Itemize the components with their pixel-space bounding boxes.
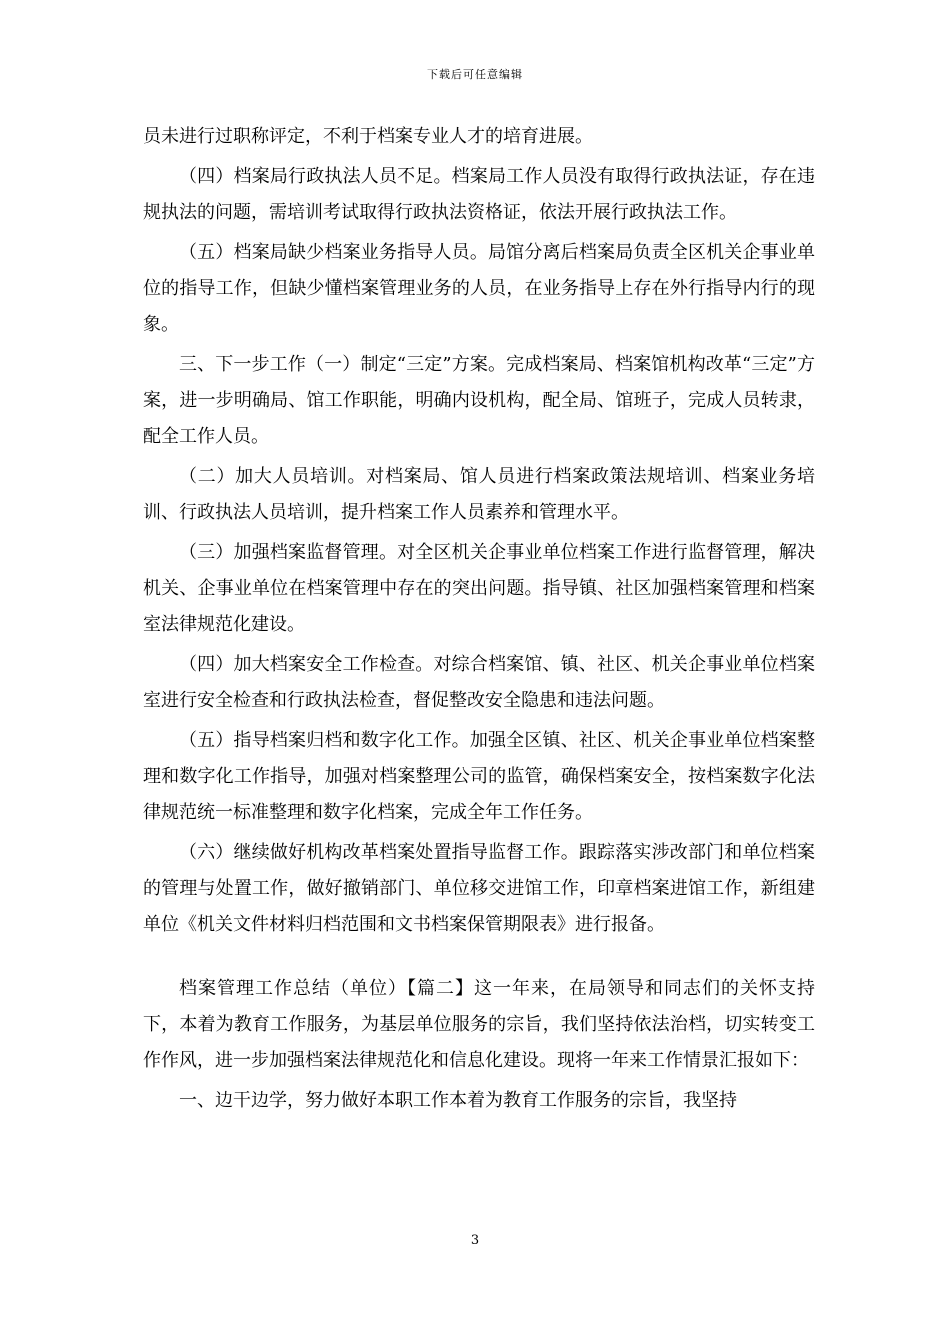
page-header: 下载后可任意编辑 bbox=[427, 68, 523, 81]
paragraph: （六）继续做好机构改革档案处置指导监督工作。跟踪落实涉改部门和单位档案的管理与处置工作，做好撤销部门、单位移交进馆工作，印章档案进馆工作，新组建单位《机关文件材料归档范围和文书档案保管期限表》进行报备。 bbox=[143, 842, 815, 935]
paragraph: 档案管理工作总结（单位）【篇二】这一年来，在局领导和同志们的关怀支持下，本着为教育工作服务，为基层单位服务的宗旨，我们坚持依法治档，切实转变工作作风，进一步加强档案法律规范化和信息化建设。现将一年来工作情景汇报如下： bbox=[143, 978, 815, 1071]
document-body bbox=[143, 119, 815, 1123]
page-number: 3 bbox=[470, 1233, 480, 1248]
paragraph: （四）档案局行政执法人员不足。档案局工作人员没有取得行政执法证，存在违规执法的问题，需培训考试取得行政执法资格证，依法开展行政执法工作。 bbox=[143, 166, 815, 223]
paragraph: （五）指导档案归档和数字化工作。加强全区镇、社区、机关企事业单位档案整理和数字化工作指导，加强对档案整理公司的监管，确保档案安全，按档案数字化法律规范统一标准整理和数字化档案，完成全年工作任务。 bbox=[143, 730, 815, 823]
paragraph: 一、边干边学，努力做好本职工作本着为教育工作服务的宗旨，我坚持 bbox=[179, 1090, 737, 1111]
paragraph: （五）档案局缺少档案业务指导人员。局馆分离后档案局负责全区机关企事业单位的指导工作，但缺少懂档案管理业务的人员，在业务指导上存在外行指导内行的现象。 bbox=[143, 242, 815, 335]
paragraph: （三）加强档案监督管理。对全区机关企事业单位档案工作进行监督管理，解决机关、企事业单位在档案管理中存在的突出问题。指导镇、社区加强档案管理和档案室法律规范化建设。 bbox=[143, 542, 815, 635]
paragraph: 三、下一步工作（一）制定“三定”方案。完成档案局、档案馆机构改革“三定”方案，进一步明确局、馆工作职能，明确内设机构，配全局、馆班子，完成人员转隶，配全工作人员。 bbox=[143, 354, 815, 447]
paragraph: （二）加大人员培训。对档案局、馆人员进行档案政策法规培训、档案业务培训、行政执法人员培训，提升档案工作人员素养和管理水平。 bbox=[143, 466, 815, 523]
paragraph: （四）加大档案安全工作检查。对综合档案馆、镇、社区、机关企事业单位档案室进行安全检查和行政执法检查，督促整改安全隐患和违法问题。 bbox=[143, 654, 815, 711]
paragraph: 员未进行过职称评定，不利于档案专业人才的培育进展。 bbox=[143, 126, 593, 147]
